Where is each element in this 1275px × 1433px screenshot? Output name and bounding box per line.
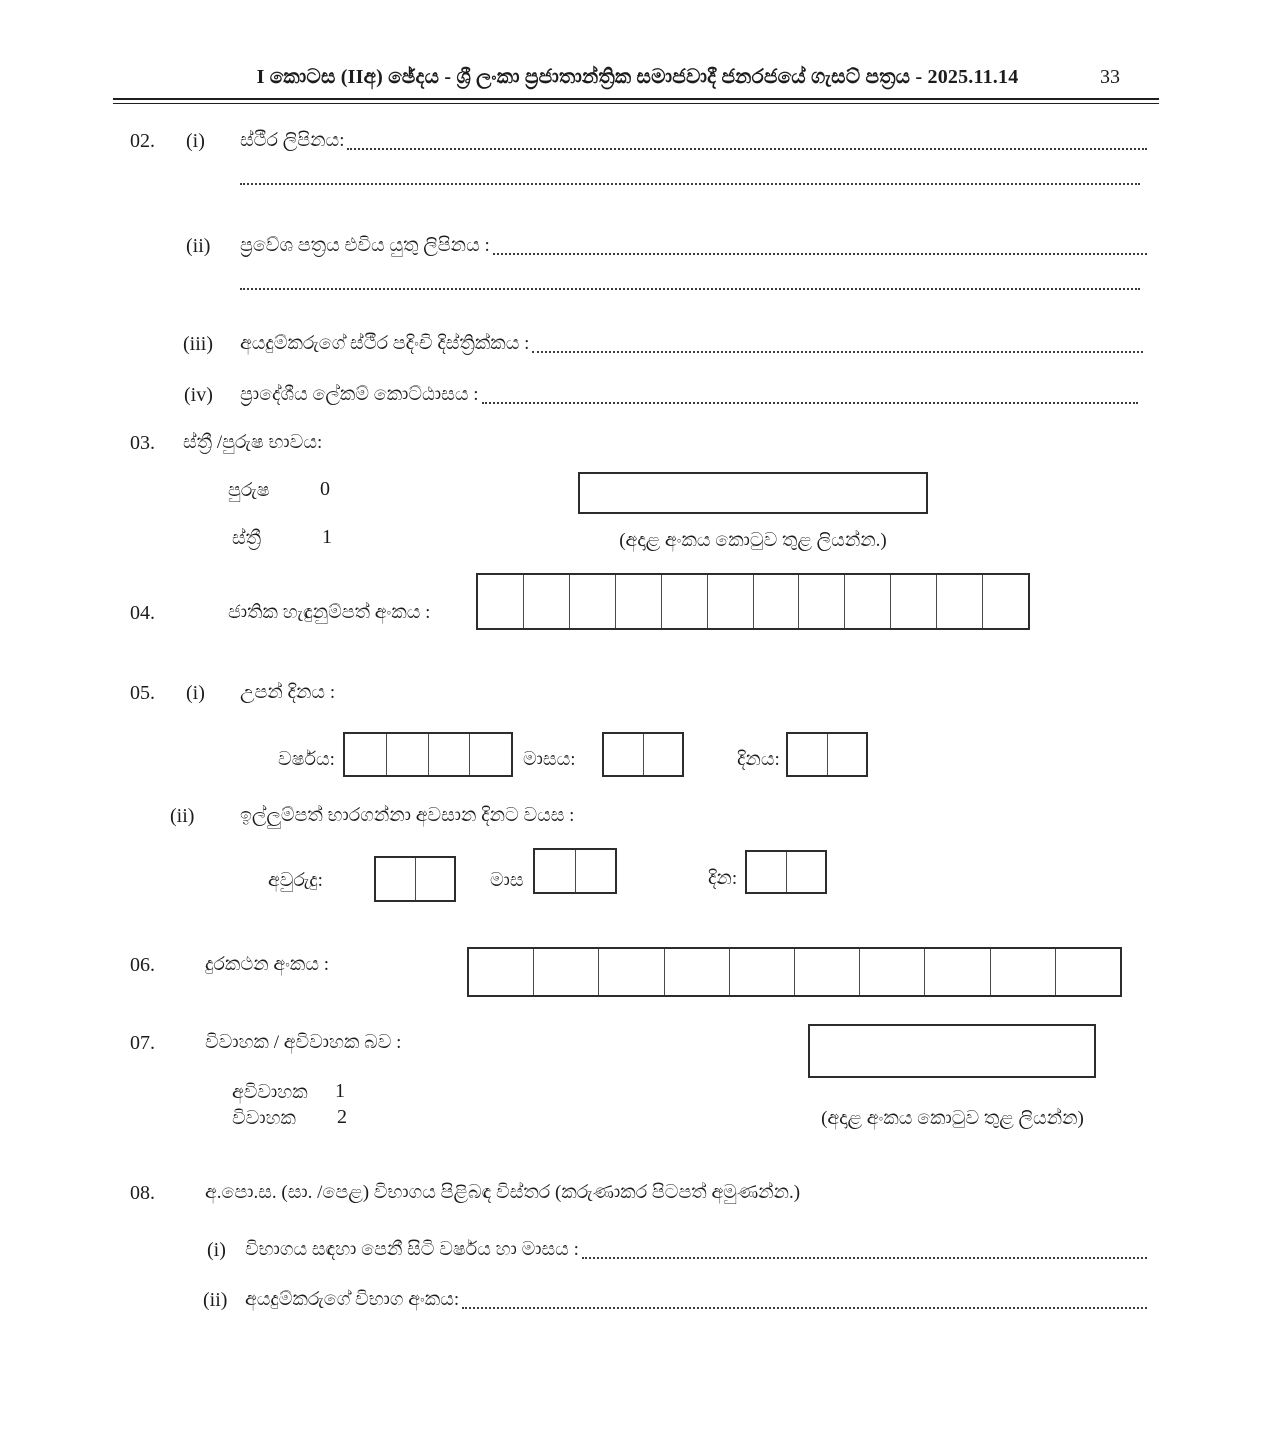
grid-cell[interactable] [644, 734, 683, 775]
exam-index-number-label: අයදුම්කරුගේ විභාග අංකය: [245, 1289, 460, 1310]
grid-cell[interactable] [416, 858, 455, 900]
grid-cell[interactable] [983, 575, 1028, 628]
header-double-rule [113, 98, 1159, 104]
item04-number: 04. [130, 602, 155, 624]
marital-status-answer-box[interactable] [808, 1024, 1096, 1078]
grid-cell[interactable] [376, 858, 416, 900]
divisional-secretariat-input[interactable] [482, 402, 1138, 404]
grid-cell[interactable] [828, 734, 867, 775]
divisional-secretariat-label: ප්‍රාදේශීය ලේකම් කොට්ඨාසය : [240, 384, 479, 405]
age-years-label: අවුරුදු: [268, 870, 323, 891]
gender-option-female-value: 1 [322, 526, 332, 548]
age-months-grid[interactable] [533, 848, 617, 894]
marital-option-unmarried-value: 1 [335, 1080, 345, 1102]
permanent-address-input[interactable] [347, 148, 1147, 150]
grid-cell[interactable] [470, 734, 511, 775]
grid-cell[interactable] [576, 850, 616, 892]
permanent-address-input-line2[interactable] [240, 183, 1140, 185]
gender-option-female-label: ස්ත්‍රී [232, 528, 262, 549]
item08-number: 08. [130, 1182, 155, 1204]
nic-number-label: ජාතික හැඳුනුම්පත් අංකය : [228, 602, 431, 623]
item02-number: 02. [130, 130, 155, 152]
grid-cell[interactable] [788, 734, 828, 775]
grid-cell[interactable] [604, 734, 644, 775]
grid-cell[interactable] [730, 949, 795, 995]
grid-cell[interactable] [665, 949, 730, 995]
divisional-secretariat-line [240, 382, 1138, 408]
birth-day-label: දිනය: [737, 749, 780, 770]
age-months-label: මාස [490, 870, 524, 891]
marital-status-title: විවාහක / අවිවාහක බව : [205, 1032, 402, 1053]
birth-month-label: මාසය: [523, 749, 576, 770]
page-header-title: I කොටස (IIඅ) ඡේදය - ශ්‍රී ලංකා ප්‍රජාතාන්ත්‍රික සමාජවාදී ජනරජයේ ගැසට් පත්‍රය - 2025.11.14 [256, 66, 1019, 88]
grid-cell[interactable] [937, 575, 983, 628]
grid-cell[interactable] [747, 852, 787, 892]
grid-cell[interactable] [1056, 949, 1120, 995]
item02-i-label: (i) [186, 130, 205, 152]
grid-cell[interactable] [429, 734, 471, 775]
grid-cell[interactable] [478, 575, 524, 628]
admission-card-address-line [240, 233, 1147, 259]
nic-number-grid[interactable] [476, 573, 1030, 630]
exam-index-number-line [245, 1287, 1147, 1313]
gender-option-male-label: පුරුෂ [228, 480, 270, 501]
gender-option-male-value: 0 [320, 478, 330, 500]
exam-year-month-input[interactable] [582, 1257, 1147, 1259]
item05-i-label: (i) [186, 682, 205, 704]
birth-year-label: වර්ෂය: [278, 749, 335, 770]
exam-index-number-input[interactable] [462, 1307, 1147, 1309]
exam-year-month-label: විභාගය සඳහා පෙනී සිටි වර්ෂය හා මාසය : [245, 1239, 579, 1260]
grid-cell[interactable] [534, 949, 599, 995]
marital-option-married-value: 2 [337, 1106, 347, 1128]
permanent-district-input[interactable] [532, 351, 1143, 353]
item06-number: 06. [130, 954, 155, 976]
item02-iv-label: (iv) [184, 384, 213, 406]
marital-option-married-label: විවාහක [232, 1108, 296, 1129]
age-title: ඉල්ලුම්පත් භාරගන්නා අවසාන දිනට වයස : [240, 805, 575, 826]
gender-answer-box[interactable] [578, 472, 928, 514]
grid-cell[interactable] [799, 575, 845, 628]
age-years-grid[interactable] [374, 856, 456, 902]
birth-day-grid[interactable] [786, 732, 868, 777]
permanent-district-line [240, 331, 1143, 357]
age-days-grid[interactable] [745, 850, 827, 894]
grid-cell[interactable] [535, 850, 576, 892]
admission-card-address-label: ප්‍රවේශ පත්‍රය එවිය යුතු ලිපිනය : [240, 235, 490, 256]
grid-cell[interactable] [925, 949, 990, 995]
grid-cell[interactable] [708, 575, 754, 628]
grid-cell[interactable] [662, 575, 708, 628]
age-days-label: දින: [708, 868, 738, 889]
item02-ii-label: (ii) [186, 235, 211, 257]
grid-cell[interactable] [469, 949, 534, 995]
grid-cell[interactable] [599, 949, 664, 995]
item08-i-label: (i) [207, 1239, 226, 1261]
admission-card-address-input[interactable] [493, 253, 1147, 255]
item07-number: 07. [130, 1032, 155, 1054]
page-number: 33 [1100, 66, 1120, 88]
item02-iii-label: (iii) [183, 333, 213, 355]
permanent-address-line [240, 128, 1147, 154]
item05-ii-label: (ii) [170, 805, 195, 827]
item05-number: 05. [130, 682, 155, 704]
item08-ii-label: (ii) [203, 1289, 228, 1311]
birth-year-grid[interactable] [343, 732, 513, 777]
exam-details-title: අ.පො.ස. (සා. /පෙළ) විභාගය පිළිබඳ විස්තර (කරුණාකර පිටපත් අමුණන්න.) [205, 1182, 801, 1203]
permanent-district-label: අයදුම්කරුගේ ස්ථීර පදිංචි දිස්ත්‍රික්කය : [240, 333, 530, 354]
gender-box-note: (අදාළ අංකය කොටුව තුළ ලියන්න.) [619, 530, 887, 551]
permanent-address-label: ස්ථීර ලිපිනය: [240, 130, 345, 151]
grid-cell[interactable] [795, 949, 860, 995]
grid-cell[interactable] [570, 575, 616, 628]
birth-date-title: උපන් දිනය : [240, 682, 336, 703]
item03-number: 03. [130, 432, 155, 454]
telephone-number-label: දුරකථන අංකය : [205, 954, 330, 975]
grid-cell[interactable] [891, 575, 937, 628]
admission-card-address-input-line2[interactable] [240, 288, 1140, 290]
marital-status-box-note: (අදාළ අංකය කොටුව තුළ ලියන්න) [821, 1108, 1084, 1129]
telephone-number-grid[interactable] [467, 947, 1122, 997]
grid-cell[interactable] [787, 852, 826, 892]
grid-cell[interactable] [991, 949, 1056, 995]
grid-cell[interactable] [845, 575, 891, 628]
grid-cell[interactable] [616, 575, 662, 628]
grid-cell[interactable] [345, 734, 387, 775]
birth-month-grid[interactable] [602, 732, 684, 777]
gender-title: ස්ත්‍රී /පුරුෂ භාවය: [183, 432, 323, 453]
grid-cell[interactable] [754, 575, 800, 628]
grid-cell[interactable] [524, 575, 570, 628]
marital-option-unmarried-label: අවිවාහක [232, 1082, 308, 1103]
exam-year-month-line [245, 1237, 1147, 1263]
grid-cell[interactable] [860, 949, 925, 995]
grid-cell[interactable] [387, 734, 429, 775]
